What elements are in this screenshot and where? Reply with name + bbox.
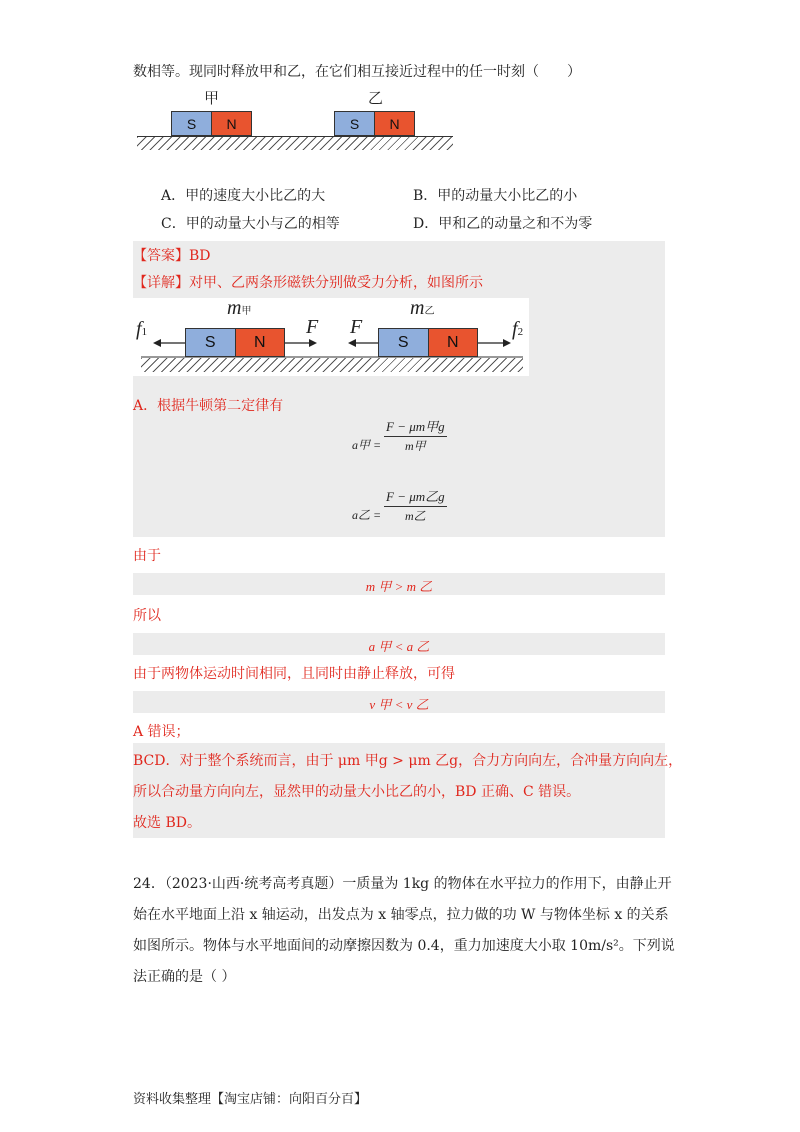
magnet-jia-n-pole: N: [212, 112, 251, 135]
step-a: A．根据牛顿第二定律有: [133, 398, 284, 414]
F-right-label: F: [306, 316, 319, 338]
f2-arrowhead: [503, 339, 511, 347]
diagram-yi-s-pole: S: [379, 329, 429, 356]
answer: 【答案】BD: [133, 248, 211, 264]
since-label: 由于: [133, 548, 161, 564]
question-stem-tail: 数相等。现同时释放甲和乙，在它们相互接近过程中的任一时刻（ ）: [133, 64, 581, 80]
eq2-lhs: a乙 =: [352, 508, 382, 522]
diagram-jia-n-pole: N: [236, 329, 285, 356]
magnet-yi-n-pole: N: [375, 112, 414, 135]
q24-line-1: 24．（2023·山西·统考高考真题）一质量为 1kg 的物体在水平拉力的作用下，由静止开: [133, 876, 672, 892]
eq1-denominator: m甲: [404, 439, 426, 453]
eq1-fraction: [384, 418, 447, 455]
option-b: B．甲的动量大小比乙的小: [413, 188, 578, 204]
eq2-numerator: F − μm乙g: [384, 488, 447, 507]
magnet-yi: [334, 111, 415, 136]
bcd-line-1: BCD．对于整个系统而言，由于 μm 甲g > μm 乙g，合力方向向左，合冲量方向向左，: [133, 753, 683, 769]
f2-label: f2: [512, 318, 524, 340]
mass-inequality: m 甲 > m 乙: [365, 579, 433, 594]
F-left-arrowhead: [348, 339, 356, 347]
eq1-numerator: F − μm甲g: [384, 418, 447, 437]
magnet-jia: [171, 111, 252, 136]
ground-hatch: [137, 137, 453, 150]
choose-bd: 故选 BD。: [133, 815, 201, 831]
magnet-jia-s-pole: S: [172, 112, 212, 135]
so-label: 所以: [133, 608, 161, 624]
eq2-denominator: m乙: [404, 509, 426, 523]
f1-label: f1: [136, 318, 148, 340]
option-c: C．甲的动量大小与乙的相等: [161, 216, 340, 232]
label-jia: 甲: [204, 89, 220, 107]
mass-label-yi: m乙: [410, 297, 435, 319]
diagram-jia-s-pole: S: [186, 329, 236, 356]
bcd-line-2: 所以合动量方向向左，显然甲的动量大小比乙的小，BD 正确、C 错误。: [133, 784, 581, 800]
eq2-fraction: [384, 488, 447, 525]
f1-arrowhead: [153, 339, 161, 347]
option-d: D．甲和乙的动量之和不为零: [413, 216, 593, 232]
eq1-lhs: a甲 =: [352, 438, 382, 452]
a-wrong: A 错误；: [133, 724, 190, 740]
label-yi: 乙: [368, 89, 384, 107]
footer: 资料收集整理【淘宝店铺：向阳百分百】: [133, 1092, 368, 1107]
q24-line-4: 法正确的是（ ）: [133, 969, 236, 985]
time-same: 由于两物体运动时间相同，且同时由静止释放，可得: [133, 666, 455, 682]
detail-intro: 【详解】对甲、乙两条形磁铁分别做受力分析，如图所示: [133, 275, 483, 291]
F-right-arrowhead: [309, 339, 317, 347]
mass-label-jia: m甲: [227, 297, 252, 319]
F-left-label: F: [350, 316, 363, 338]
diagram-ground-hatch: [141, 358, 523, 372]
diagram-yi-n-pole: N: [429, 329, 478, 356]
accel-inequality: a 甲 < a 乙: [368, 639, 430, 654]
magnet-yi-s-pole: S: [335, 112, 375, 135]
q24-line-2: 始在水平地面上沿 x 轴运动，出发点为 x 轴零点，拉力做的功 W 与物体坐标 x 的关系: [133, 907, 669, 923]
velocity-inequality: v 甲 < v 乙: [369, 697, 429, 712]
option-a: A．甲的速度大小比乙的大: [161, 188, 326, 204]
q24-line-3: 如图所示。物体与水平地面间的动摩擦因数为 0.4，重力加速度大小取 10m/s²。下列说: [133, 938, 675, 954]
